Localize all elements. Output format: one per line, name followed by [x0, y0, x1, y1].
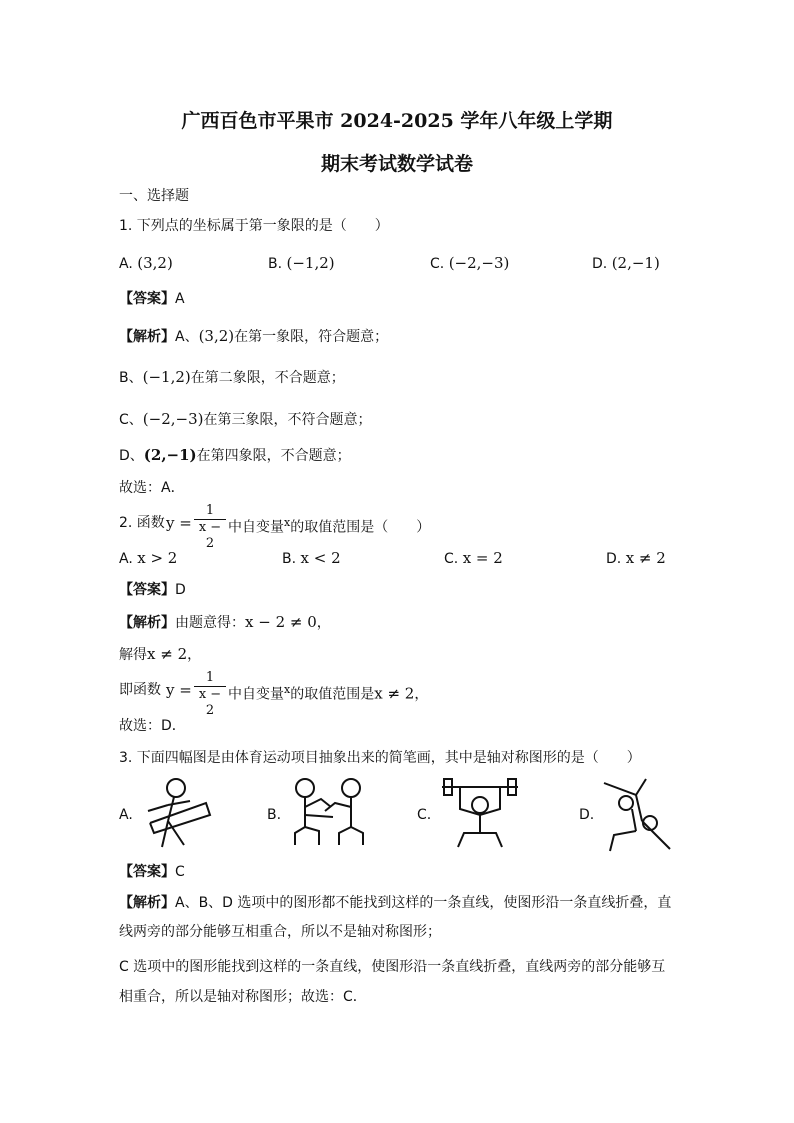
q2-option-b-value: x < 2: [300, 549, 341, 567]
q1-option-d-label: D.: [592, 256, 608, 272]
q1-answer: [119, 289, 185, 309]
q3-label-c: C.: [417, 807, 432, 823]
q1-analysis-line-3: [119, 409, 371, 430]
q1-answer-tag: 【答案】: [119, 291, 175, 307]
q2-analysis-line-3-post: [228, 680, 428, 705]
q3-answer-value: C: [175, 864, 185, 880]
q1-conclusion: 故选：A．: [119, 480, 185, 496]
q3-answer-tag: 【答案】: [119, 864, 175, 880]
q1-analysis-d-text: 在第四象限，不合题意；: [196, 448, 351, 464]
q1-option-d: [592, 253, 660, 274]
q3-label-b: B.: [267, 807, 282, 823]
q2-analysis-fraction-numerator: 1: [205, 670, 215, 685]
title-line-2: 期末考试数学试卷: [320, 153, 473, 175]
q2-option-d: [606, 548, 666, 569]
q2-analysis-line-2-text: 解得: [119, 647, 147, 663]
q1-option-a-value: (3,2): [137, 254, 173, 272]
q3-analysis-tag: 【解析】: [119, 895, 175, 911]
q2-fraction: [194, 503, 226, 552]
q2-analysis-variable: x: [284, 683, 291, 696]
q2-option-d-value: x ≠ 2: [625, 549, 666, 567]
figure-a-kicker-icon: [140, 775, 220, 850]
q2-stem-pre: 2. 函数: [119, 515, 165, 531]
section-heading: 一、选择题: [119, 188, 189, 204]
q2-analysis-line-3-math: x ≠ 2: [374, 684, 415, 703]
q1-analysis-b-prefix: B、: [119, 370, 143, 386]
q2-analysis-line-3-pre: 即函数: [119, 682, 161, 698]
q2-analysis-line-1-end: ，: [316, 615, 331, 631]
q2-analysis-fraction: [194, 670, 226, 719]
q1-analysis-line-4: [119, 445, 351, 466]
q2-analysis-line-2-math: x ≠ 2: [147, 645, 188, 663]
q1-answer-value: A: [175, 291, 185, 307]
q2-fraction-denominator: x − 2: [198, 520, 222, 551]
q2-option-c-value: x = 2: [462, 549, 503, 567]
q1-option-b-value: (−1,2): [286, 254, 335, 272]
title-line-1: 广西百色市平果市 2024-2025 学年八年级上学期: [181, 110, 613, 132]
q2-analysis-tag: 【解析】: [119, 615, 175, 631]
q3-analysis-line-1-text: A、B、D 选项中的图形都不能找到这样的一条直线，使图形沿一条直线折叠，直: [175, 895, 672, 911]
q2-option-d-label: D.: [606, 551, 622, 567]
q1-option-d-value: (2,−1): [611, 254, 660, 272]
q1-analysis-c-prefix: C、: [119, 412, 143, 428]
q2-stem-end: 的取值范围是（ ）: [290, 519, 431, 536]
q1-analysis-b-coord: (−1,2): [142, 368, 191, 386]
q2-analysis-line-1-text: 由题意得：: [175, 615, 245, 631]
q1-option-b-label: B.: [268, 256, 283, 272]
q2-option-a-value: x > 2: [137, 549, 178, 567]
q1-analysis-c-text: 在第三象限，不符合题意；: [203, 412, 372, 428]
q2-stem-post: [228, 513, 430, 538]
q1-analysis-a-coord: (3,2): [198, 327, 235, 345]
q1-option-b: [268, 253, 335, 274]
q2-conclusion: 故选：D．: [119, 718, 186, 734]
q2-analysis-fraction-denominator: x − 2: [198, 687, 222, 718]
q3-analysis-line-1: [119, 893, 671, 913]
q3-answer: [119, 862, 185, 882]
figure-c-weightlifter-icon: [440, 775, 520, 850]
q2-analysis-line-1: [119, 612, 331, 633]
q3-stem: 3. 下面四幅图是由体育运动项目抽象出来的简笔画，其中是轴对称图形的是（ ）: [119, 750, 641, 766]
q2-analysis-line-3-end: 的取值范围是: [290, 686, 375, 703]
q1-analysis-a-text: 在第一象限，符合题意；: [234, 329, 389, 345]
q2-option-b-label: B.: [282, 551, 297, 567]
q1-analysis-a-prefix: A、: [175, 329, 199, 345]
q1-analysis-line-2: [119, 367, 345, 388]
q2-answer: [119, 580, 186, 600]
figure-d-acrobat-icon: [600, 775, 675, 855]
q2-analysis-line-3-post-text: 中自变量: [228, 686, 284, 703]
q2-option-c-label: C.: [444, 551, 459, 567]
q2-fn-lhs: y =: [166, 514, 192, 532]
q2-analysis-line-2-end: ，: [187, 647, 202, 663]
q2-option-a-label: A.: [119, 551, 133, 567]
q1-analysis-c-coord: (−2,−3): [142, 410, 204, 428]
q1-analysis-b-text: 在第二象限，不合题意；: [190, 370, 345, 386]
q3-label-a: A.: [119, 807, 133, 823]
q1-analysis-d-prefix: D、: [119, 448, 144, 464]
q1-option-c-value: (−2,−3): [448, 254, 510, 272]
q2-fraction-numerator: 1: [205, 503, 215, 518]
q1-option-c: [430, 253, 509, 274]
q2-analysis-line-2: [119, 644, 201, 665]
q3-analysis-line-2: 线两旁的部分能够互相重合，所以不是轴对称图形；: [119, 924, 441, 940]
q3-analysis-line-4: 相重合，所以是轴对称图形；故选：C．: [119, 989, 367, 1005]
q1-analysis-tag: 【解析】: [119, 329, 175, 345]
q2-analysis-line-1-math: x − 2 ≠ 0: [245, 613, 317, 631]
q3-label-d: D.: [579, 807, 595, 823]
q2-analysis-line-3-tail: ，: [414, 686, 429, 703]
q2-answer-value: D: [175, 582, 186, 598]
q2-option-b: [282, 548, 341, 569]
q2-analysis-fn-lhs: y =: [166, 681, 192, 699]
q1-option-a: [119, 253, 173, 274]
figure-b-wrestlers-icon: [285, 775, 375, 850]
q2-stem-post-text: 中自变量: [228, 519, 284, 536]
q2-option-c: [444, 548, 503, 569]
q1-analysis-line-1: [119, 326, 388, 347]
q1-option-a-label: A.: [119, 256, 133, 272]
q2-option-a: [119, 548, 177, 569]
q2-variable: x: [284, 516, 291, 529]
q1-option-c-label: C.: [430, 256, 445, 272]
q1-analysis-d-coord: (2,−1): [143, 446, 197, 464]
q1-stem: 1. 下列点的坐标属于第一象限的是（ ）: [119, 218, 389, 234]
q3-analysis-line-3: C 选项中的图形能找到这样的一条直线，使图形沿一条直线折叠，直线两旁的部分能够互: [119, 959, 666, 975]
q2-answer-tag: 【答案】: [119, 582, 175, 598]
